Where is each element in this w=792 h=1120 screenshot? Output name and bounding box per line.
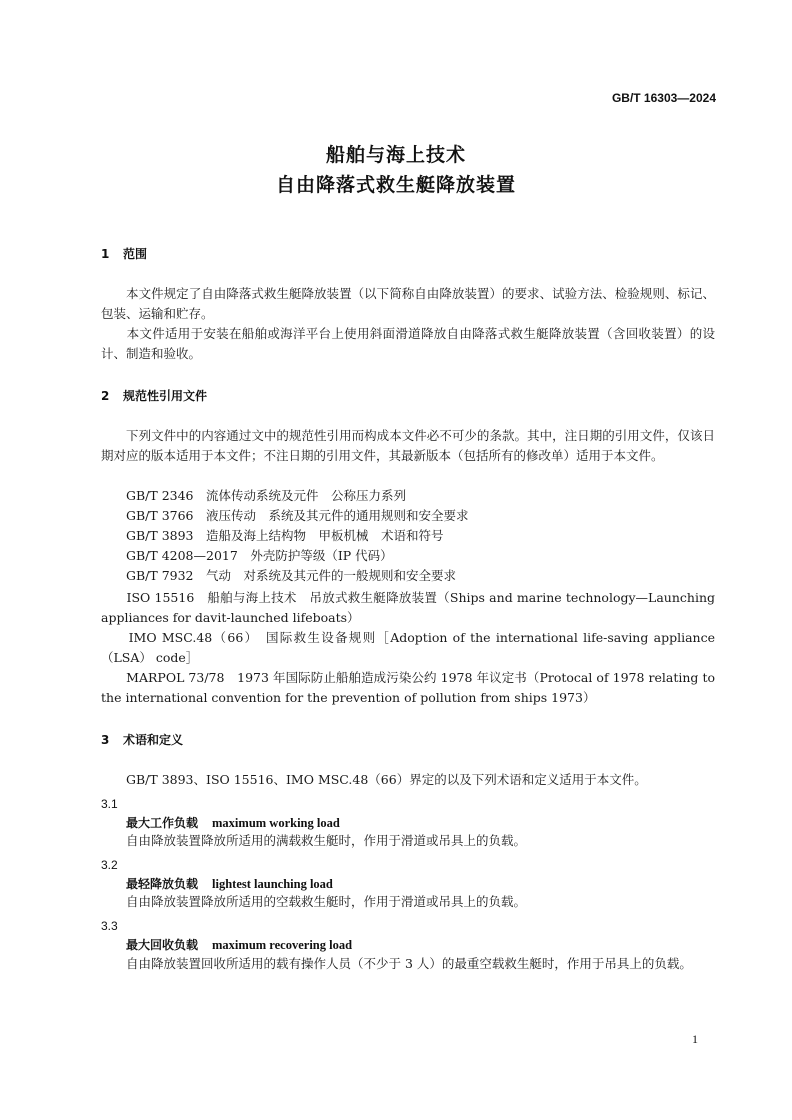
term-definition: 自由降放装置回收所适用的载有操作人员（不少于 3 人）的最重空载救生艇时，作用于吊具上的负载。 (101, 956, 692, 971)
document-title-line1: 船舶与海上技术 (325, 144, 466, 166)
term-number: 3.3 (101, 919, 118, 933)
reference-item: GB/T 3893 造船及海上结构物 甲板机械 术语和符号 (126, 528, 444, 543)
reference-item: IMO MSC.48（66） 国际救生设备规则［Adoption of the international life-saving appliance（LSA） code］ (101, 630, 715, 665)
term-name-cn: 最大工作负载 (126, 816, 199, 830)
section-3-intro: GB/T 3893、ISO 15516、IMO MSC.48（66）界定的以及下列术语和定义适用于本文件。 (126, 772, 647, 787)
term-name-en: maximum working load (212, 816, 340, 830)
section-2-intro: 下列文件中的内容通过文中的规范性引用而构成本文件必不可少的条款。其中，注日期的引用文件，仅该日期对应的版本适用于本文件；不注日期的引用文件，其最新版本（包括所有的修改单）适用于本文件。 (101, 428, 715, 463)
reference-item: GB/T 4208—2017 外壳防护等级（IP 代码） (126, 548, 393, 563)
section-3-heading (101, 731, 183, 748)
section-number: 2 (101, 389, 110, 403)
term-definition: 自由降放装置降放所适用的满载救生艇时，作用于滑道或吊具上的负载。 (126, 833, 527, 848)
section-title: 范围 (123, 247, 148, 261)
section-number: 3 (101, 733, 110, 747)
section-1-heading (101, 245, 147, 262)
section-number: 1 (101, 247, 110, 261)
section-title: 规范性引用文件 (123, 389, 208, 403)
standard-number: GB/T 16303—2024 (611, 91, 716, 105)
section-1-paragraph-1: 本文件规定了自由降落式救生艇降放装置（以下简称自由降放装置）的要求、试验方法、检验规则、标记、包装、运输和贮存。 (101, 286, 715, 321)
term-name (126, 814, 340, 831)
reference-item: MARPOL 73/78 1973 年国际防止船舶造成污染公约 1978 年议定书（Protocal of 1978 relating to the international convention for the prevention of pollution from ships 1973） (101, 670, 715, 705)
page-number: 1 (692, 1032, 698, 1046)
term-name (126, 875, 333, 892)
term-name-cn: 最大回收负载 (126, 938, 199, 952)
reference-item: GB/T 2346 流体传动系统及元件 公称压力系列 (126, 488, 407, 503)
document-title-line2: 自由降落式救生艇降放装置 (275, 174, 516, 196)
term-name-en: lightest launching load (212, 877, 333, 891)
section-1-paragraph-2: 本文件适用于安装在船舶或海洋平台上使用斜面滑道降放自由降落式救生艇降放装置（含回收装置）的设计、制造和验收。 (101, 326, 715, 361)
term-name (126, 936, 352, 953)
reference-item: GB/T 3766 液压传动 系统及其元件的通用规则和安全要求 (126, 508, 469, 523)
term-definition: 自由降放装置降放所适用的空载救生艇时，作用于滑道或吊具上的负载。 (126, 894, 527, 909)
term-number: 3.1 (101, 797, 118, 811)
reference-item: GB/T 7932 气动 对系统及其元件的一般规则和安全要求 (126, 568, 457, 583)
section-title: 术语和定义 (123, 733, 184, 747)
term-name-cn: 最轻降放负载 (126, 877, 199, 891)
term-name-en: maximum recovering load (212, 938, 353, 952)
section-2-heading (101, 387, 207, 404)
term-number: 3.2 (101, 858, 118, 872)
reference-item: ISO 15516 船舶与海上技术 吊放式救生艇降放装置（Ships and marine technology—Launching appliances for davit-launched lifeboats） (101, 590, 715, 625)
